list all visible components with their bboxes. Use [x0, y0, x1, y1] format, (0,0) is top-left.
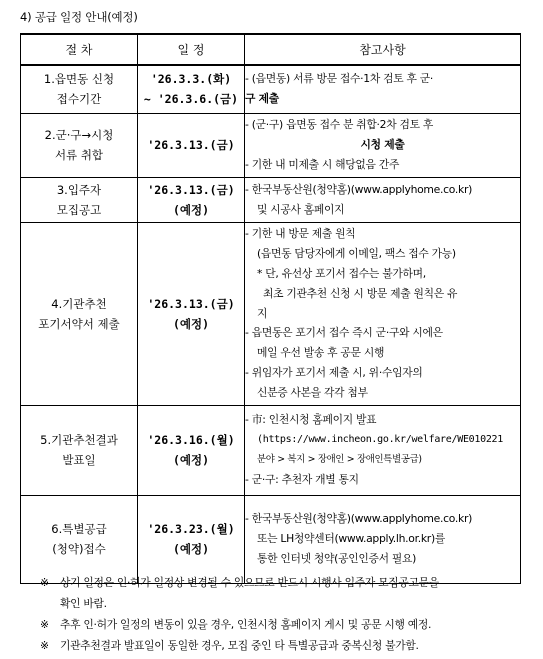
step-line: 접수기간 — [56, 92, 102, 107]
date-line: (예정) — [172, 202, 210, 217]
footnote-mark: ※ — [40, 618, 49, 631]
note-line: 메일 우선 발송 후 공문 시행 — [257, 346, 385, 360]
note-cell — [245, 222, 521, 405]
step-line: 2.군·구→시청 — [44, 128, 114, 142]
step-cell — [21, 222, 138, 405]
date-line: '26.3.13.(금) — [147, 182, 235, 197]
step-cell — [21, 113, 138, 177]
date-cell — [138, 405, 245, 495]
footnote-line: 상기 일정은 인·허가 일정상 변경될 수 있으므로 반드시 시행사 입주자 모집공고문을 — [60, 576, 439, 589]
footnote — [40, 572, 530, 614]
note-line: - 기한 내 미제출 시 해당없음 간주 — [245, 157, 400, 171]
step-cell — [21, 405, 138, 495]
header-date: 일 정 — [138, 34, 245, 65]
footnote — [40, 635, 530, 656]
note-line: (https://www.incheon.go.kr/welfare/WE010221 — [257, 434, 503, 446]
table-row — [21, 65, 521, 113]
step-cell — [21, 495, 138, 583]
note-cell — [245, 495, 521, 583]
date-line: '26.3.3.(화) — [150, 72, 232, 87]
note-line: 지 — [257, 306, 268, 320]
note-line: - 읍면동은 포기서 접수 즉시 군·구와 시에은 — [245, 326, 443, 340]
note-line: (읍면동 담당자에게 이메일, 팩스 접수 가능) — [257, 247, 456, 261]
step-line: 5.기관추천결과 — [40, 433, 118, 447]
note-line: - (읍면동) 서류 방문 접수·1차 검토 후 군· — [245, 72, 433, 86]
note-cell — [245, 177, 521, 222]
note-line: - 市: 인천시청 홈페이지 발표 — [245, 413, 377, 427]
note-line: - 한국부동산원(청약홈)(www.applyhome.co.kr) — [245, 512, 473, 526]
date-cell — [138, 222, 245, 405]
date-line: '26.3.16.(월) — [147, 433, 235, 447]
note-line: 통한 인터넷 청약(공인인증서 필요) — [257, 551, 417, 565]
footnote-mark: ※ — [40, 576, 49, 589]
note-line: 신분증 사본을 각각 첨부 — [257, 385, 368, 399]
note-line: - 군·구: 추천자 개별 통지 — [245, 472, 359, 486]
date-cell — [138, 65, 245, 113]
step-line: 1.읍면동 신청 — [43, 72, 115, 87]
date-cell — [138, 177, 245, 222]
step-line: 발표일 — [62, 453, 96, 467]
footnote — [40, 614, 530, 635]
table-row — [21, 113, 521, 177]
table-row — [21, 177, 521, 222]
step-line: 서류 취합 — [54, 148, 104, 162]
note-line: 구 제출 — [245, 92, 279, 106]
note-cell — [245, 65, 521, 113]
note-line: 분야 > 복지 > 장애인 > 장애인특별공급) — [257, 454, 422, 465]
note-cell — [245, 113, 521, 177]
date-line: '26.3.23.(월) — [147, 522, 235, 536]
footnote-mark: ※ — [40, 639, 49, 652]
date-cell — [138, 495, 245, 583]
date-cell — [138, 113, 245, 177]
step-line: (청약)접수 — [52, 542, 106, 556]
note-line: 또는 LH청약센터(www.apply.lh.or.kr)를 — [257, 532, 445, 546]
step-line: 6.특별공급 — [51, 522, 107, 536]
note-line: - 한국부동산원(청약홈)(www.applyhome.co.kr) — [245, 182, 473, 196]
date-line: '26.3.13.(금) — [147, 138, 235, 152]
date-line: (예정) — [172, 316, 210, 331]
note-cell — [245, 405, 521, 495]
date-line: (예정) — [172, 542, 210, 556]
footnote-line: 추후 인·허가 일정의 변동이 있을 경우, 인천시청 홈페이지 게시 및 공문 시행 예정. — [60, 618, 432, 631]
footnote-line: 기관추천결과 발표일이 동일한 경우, 모집 중인 타 특별공급과 중복신청 불가함. — [60, 639, 419, 652]
schedule-table — [20, 33, 521, 584]
date-line: ~ '26.3.6.(금) — [143, 92, 239, 107]
note-line: - 기한 내 방문 제출 원칙 — [245, 227, 356, 241]
section-heading: 4) 공급 일정 안내(예정) — [20, 10, 138, 24]
footnotes — [40, 572, 530, 656]
table-row — [21, 495, 521, 583]
table-row — [21, 405, 521, 495]
note-line: 및 시공사 홈페이지 — [257, 202, 345, 216]
step-cell — [21, 177, 138, 222]
step-line: 4.기관추천 — [51, 296, 107, 311]
step-line: 모집공고 — [56, 202, 102, 217]
note-line: - 위임자가 포기서 제출 시, 위·수임자의 — [245, 365, 423, 379]
date-line: (예정) — [172, 453, 210, 467]
step-cell — [21, 65, 138, 113]
note-line: 시청 제출 — [360, 138, 405, 152]
table-row — [21, 222, 521, 405]
note-line: * 단, 유선상 포기서 접수는 불가하며, — [257, 267, 426, 280]
date-line: '26.3.13.(금) — [147, 296, 235, 311]
header-step: 절 차 — [21, 34, 138, 65]
header-notes: 참고사항 — [245, 34, 521, 65]
footnote-line: 확인 바람. — [60, 597, 107, 610]
table-header-row — [21, 34, 521, 65]
note-line: 최초 기관추천 신청 시 방문 제출 원칙은 유 — [263, 286, 458, 300]
step-line: 3.입주자 — [56, 182, 102, 197]
step-line: 포기서약서 제출 — [38, 316, 120, 331]
note-line: - (군·구) 읍면동 접수 분 취합·2차 검토 후 — [245, 118, 433, 132]
